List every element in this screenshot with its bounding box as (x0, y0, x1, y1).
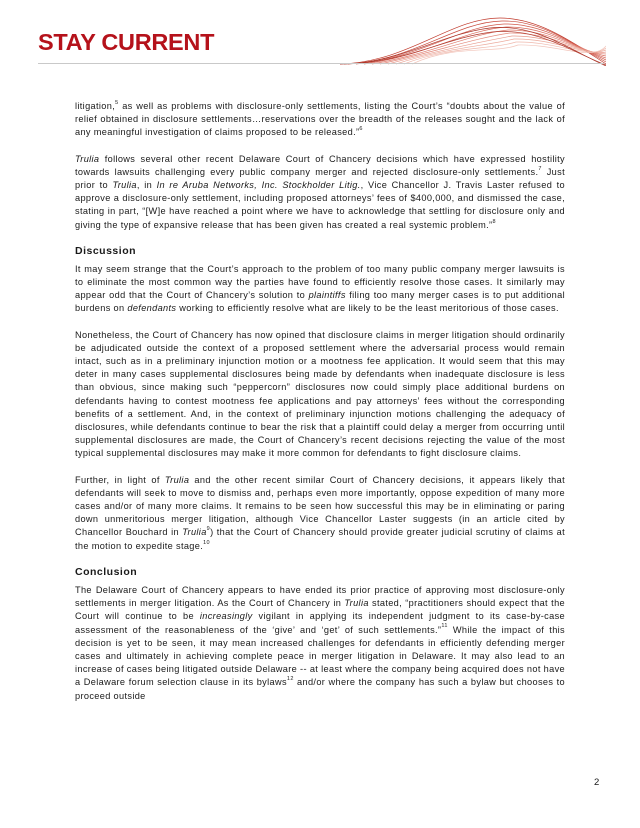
text: ) that the Court of Chancery should provide greater judicial scrutiny of claims at the motion to expedite stage. (75, 527, 565, 551)
footnote-ref: 6 (359, 126, 363, 133)
footnote-ref: 5 (115, 99, 119, 106)
text: filing too many merger cases is to put additional burdens on (75, 290, 565, 314)
emphasis: defendants (127, 303, 177, 314)
article-body (75, 100, 565, 716)
text: , in (136, 180, 157, 191)
emphasis: increasingly (199, 611, 253, 622)
section-heading-conclusion: Conclusion (75, 565, 138, 578)
paragraph-trulia-context (75, 153, 565, 232)
text: and the other recent similar Court of Chancery decisions, it appears likely that defendants will seek to move to dismiss and, perhaps even more importantly, oppose expedition of many more cases and/or of many more claims. It remains to be seen how successful this may be in eliminating or paring down unmeritorious merger litigation, although Vice Chancellor Laster suggests (in an article cited by Chancellor Bouchard in (75, 474, 566, 538)
paragraph-discussion-2: Nonetheless, the Court of Chancery has now opined that disclosure claims in merger litigation should ordinarily be adjudicated outside the context of a proposed settlement where the adversarial process would remain intact, such as in a preliminary injunction motion or a mootness fee application. It would seem that this may deter in many cases supplemental disclosures being made by defendants when inadequate disclosure is less than obvious, since making such “peppercorn” disclosures now could simply place additional burdens on defendants having to contest mootness fee applications and pay attorneys’ fees without the corresponding benefits of a settlement. And, in the context of preliminary injunction motions challenging the adequacy of disclosures, while defendants continue to bear the risk that a plaintiff could delay a merger from occurring until supplemental disclosures are made, the Court of Chancery’s recent decisions rejecting the value of the most typical supplemental disclosures may make it more common for defendants to fight disclosure claims. (75, 329, 565, 459)
text: stated, “practitioners should expect that the Court will continue to be (75, 598, 565, 622)
footnote-ref: 8 (492, 218, 496, 225)
footnote-ref: 10 (203, 539, 210, 546)
text: It may seem strange that the Court’s approach to the problem of too many public company merger lawsuits is to eliminate the most common way the parties have found to efficiently resolve those cases. It similarly may appear odd that the Court of Chancery’s solution to (75, 263, 565, 301)
text: The Delaware Court of Chancery appears to have ended its prior practice of approving most disclosure-only settlements in merger litigation. As the Court of Chancery in (75, 584, 565, 609)
text: as well as problems with disclosure-only settlements, listing the Court’s “doubts about the value of relief obtained in disclosure settlements…reservations over the breadth of the releases sought and the lack of any meaningful investigation of claims proposed to be released.” (75, 101, 565, 138)
text: follows several other recent Delaware Court of Chancery decisions which have expressed hostility towards lawsuits challenging every public company merger and rejected disclosure-only settlements. (75, 153, 565, 177)
case-name: Trulia (164, 474, 190, 485)
footnote-ref: 12 (286, 676, 294, 683)
case-name: Trulia (182, 527, 207, 538)
text: Further, in light of (75, 474, 165, 485)
paragraph-discussion-3 (75, 474, 565, 553)
text: Just prior to (75, 166, 565, 191)
section-heading-discussion: Discussion (75, 244, 137, 257)
wave-lines-graphic (340, 14, 606, 66)
text: and/or where the company has such a bylaw but chooses to proceed outside (75, 677, 565, 701)
text: litigation, (75, 101, 116, 111)
case-name: Trulia (75, 153, 100, 164)
header-rule (38, 63, 604, 64)
footnote-ref: 9 (206, 526, 211, 533)
brand-title: STAY CURRENT (38, 29, 215, 55)
emphasis: plaintiffs (308, 290, 346, 301)
text: , Vice Chancellor J. Travis Laster refused to approve a disclosure-only settlement, including proposed attorneys’ fees of $400,000, and dismissed the case, stating in part, “[W]e have reached a point where we have to acknowledge that settling for disclosure only and giving the type of expansive release that has been given has created a real systemic problem.” (75, 180, 565, 230)
page-number: 2 (594, 777, 600, 788)
case-name: Trulia (344, 598, 369, 609)
text: working to efficiently resolve what are likely to be the least meritorious of those cases. (176, 303, 559, 314)
case-name: In re Aruba Networks, Inc. Stockholder Litig. (156, 180, 361, 191)
footnote-ref: 7 (538, 165, 542, 172)
text: vigilant in applying its independent judgment to its case-by-case assessment of the reasonableness of the ‘give’ and ‘get’ of such settlements.” (75, 611, 565, 635)
paragraph-conclusion-1 (75, 584, 565, 703)
case-name: Trulia (112, 180, 137, 191)
footnote-ref: 11 (441, 623, 448, 630)
paragraph-litigation (75, 100, 565, 140)
text: While the impact of this decision is yet to be seen, it may mean increased challenges for defendants in efficiently defending merger cases and ultimately in achieving complete peace in merger litigation in Delaware. It may also lead to an increase of cases being litigated outside Delaware -- at least where the company being acquired does not have a Delaware forum selection clause in its bylaws (75, 624, 565, 688)
page-header (0, 0, 640, 70)
paragraph-discussion-1 (75, 263, 565, 316)
